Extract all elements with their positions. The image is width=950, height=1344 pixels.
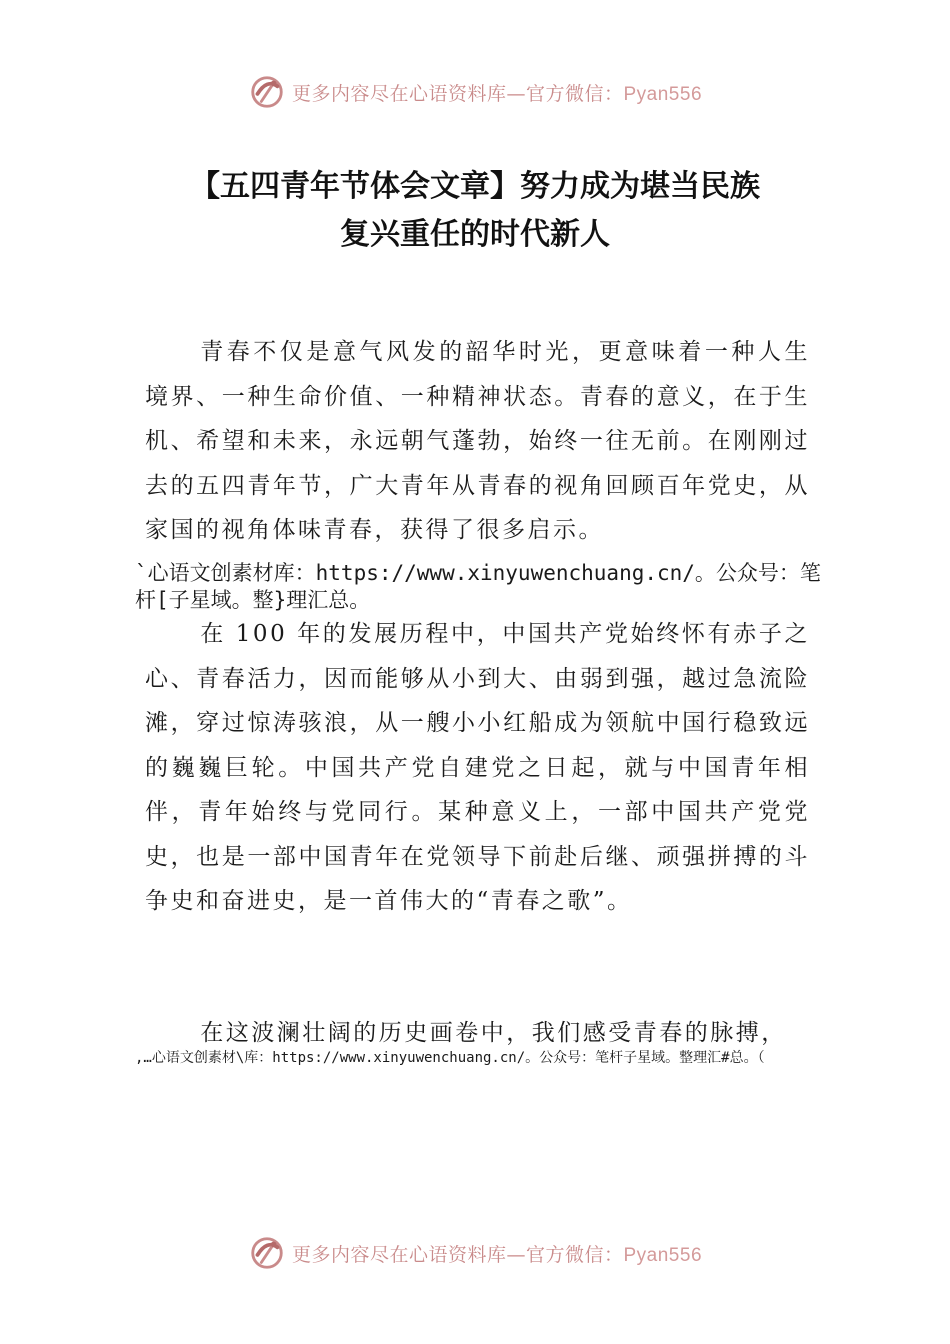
body-paragraph-3: 在这波澜壮阔的历史画卷中，我们感受青春的脉搏，	[200, 1020, 787, 1046]
inline-source-note-2: ,…心语文创素材\库：https://www.xinyuwenchuang.cn/。公众号：笔杆子星域。整理汇#总。（	[135, 1050, 765, 1066]
title-line-2: 复兴重任的时代新人	[340, 217, 610, 252]
watermark-brand: 更多内容尽在心语资料库	[291, 1243, 507, 1266]
header-watermark	[0, 72, 950, 112]
watermark-text	[292, 1240, 702, 1267]
inline-source-note-1: `心语文创素材库：https://www.xinyuwenchuang.cn/。公众号：笔杆[子星域。整}理汇总。	[135, 561, 821, 612]
brand-logo-icon	[248, 1234, 286, 1272]
body-paragraph-1: 青春不仅是意气风发的韶华时光，更意味着一种人生境界、一种生命价值、一种精神状态。青春的意义，在于生机、希望和未来，永远朝气蓬勃，始终一往无前。在刚刚过去的五四青年节，广大青年从青春的视角回顾百年党史，从家国的视角体味青春，获得了很多启示。	[145, 339, 810, 543]
watermark-separator: —官方微信：	[506, 1243, 624, 1266]
footer-watermark	[0, 1233, 950, 1273]
watermark-separator: —官方微信：	[506, 82, 624, 105]
body-paragraph-2: 在 100 年的发展历程中，中国共产党始终怀有赤子之心、青春活力，因而能够从小到大、由弱到强，越过急流险滩，穿过惊涛骇浪，从一艘小小红船成为领航中国行稳致远的巍巍巨轮。中国共产党自建党之日起，就与中国青年相伴，青年始终与党同行。某种意义上，一部中国共产党党史，也是一部中国青年在党领导下前赴后继、顽强拼搏的斗争史和奋进史，是一首伟大的“青春之歌”。	[145, 621, 810, 914]
watermark-brand: 更多内容尽在心语资料库	[291, 82, 507, 105]
title-line-1: 【五四青年节体会文章】努力成为堪当民族	[190, 169, 760, 204]
brand-logo-icon	[248, 73, 286, 111]
document-title	[60, 163, 890, 259]
watermark-wechat-id: Pyan556	[623, 83, 703, 105]
watermark-text	[292, 79, 702, 106]
watermark-wechat-id: Pyan556	[623, 1244, 703, 1266]
